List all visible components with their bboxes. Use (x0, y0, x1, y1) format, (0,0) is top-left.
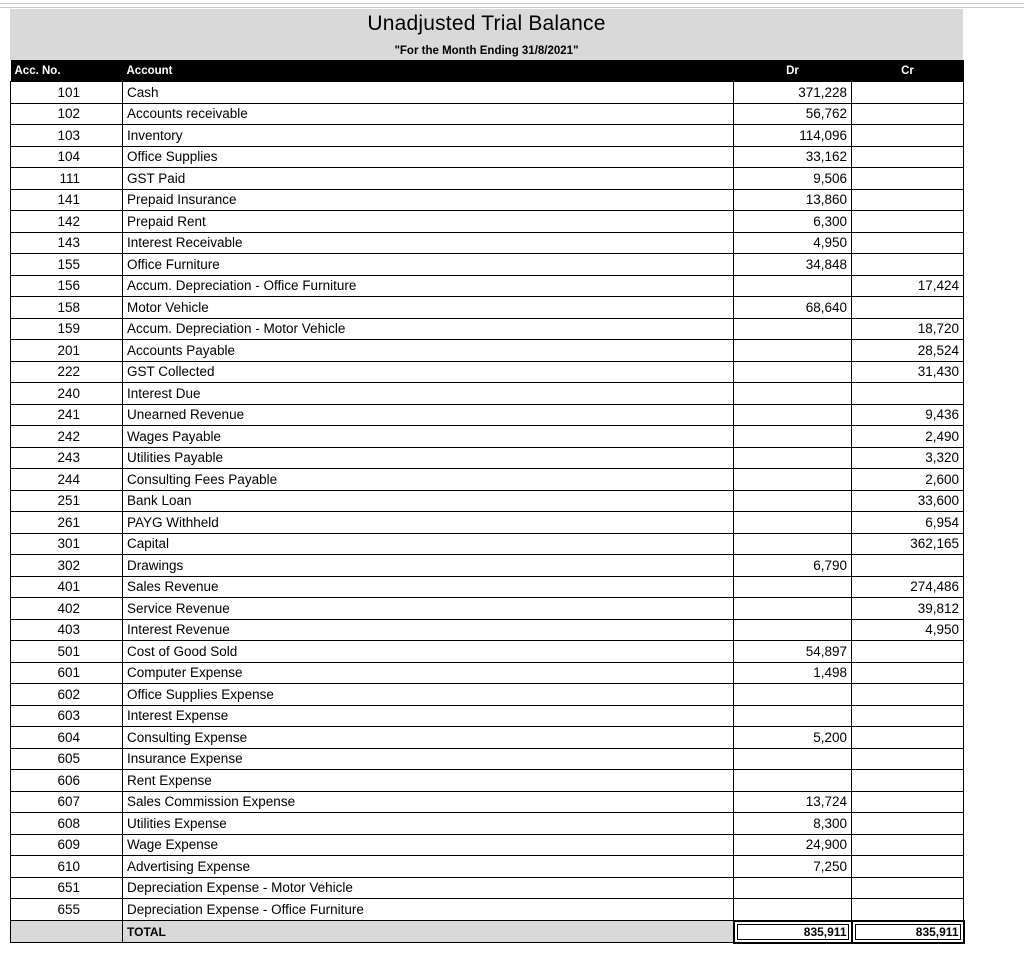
credit-cell (852, 383, 964, 405)
table-row (11, 834, 964, 856)
account-number-cell: 608 (11, 813, 123, 835)
account-number-cell: 607 (11, 791, 123, 813)
page-title: Unadjusted Trial Balance (367, 12, 606, 35)
account-number-cell: 201 (11, 340, 123, 362)
table-row (11, 813, 964, 835)
table-row (11, 770, 964, 792)
account-name-cell: Prepaid Insurance (123, 189, 734, 211)
table-row (11, 899, 964, 921)
credit-cell: 39,812 (852, 598, 964, 620)
debit-cell (734, 619, 852, 641)
account-name-cell: Office Supplies Expense (123, 684, 734, 706)
total-label: TOTAL (123, 921, 734, 943)
debit-cell: 1,498 (734, 662, 852, 684)
account-number-cell: 103 (11, 125, 123, 147)
table-row (11, 791, 964, 813)
debit-cell (734, 318, 852, 340)
table-row (11, 297, 964, 319)
table-row (11, 125, 964, 147)
page-subtitle: "For the Month Ending 31/8/2021" (394, 45, 579, 57)
account-number-cell: 401 (11, 576, 123, 598)
account-name-cell: PAYG Withheld (123, 512, 734, 534)
account-number-cell: 111 (11, 168, 123, 190)
account-number-cell: 610 (11, 856, 123, 878)
debit-cell (734, 705, 852, 727)
account-number-cell: 603 (11, 705, 123, 727)
debit-cell (734, 275, 852, 297)
credit-cell (852, 189, 964, 211)
total-dr: 835,911 (734, 921, 852, 943)
credit-cell (852, 103, 964, 125)
debit-cell: 24,900 (734, 834, 852, 856)
credit-cell (852, 641, 964, 663)
account-number-cell: 601 (11, 662, 123, 684)
account-name-cell: Rent Expense (123, 770, 734, 792)
account-name-cell: Depreciation Expense - Office Furniture (123, 899, 734, 921)
credit-cell: 31,430 (852, 361, 964, 383)
debit-cell: 371,228 (734, 82, 852, 104)
table-row (11, 275, 964, 297)
account-number-cell: 156 (11, 275, 123, 297)
table-row (11, 598, 964, 620)
sheet-header (10, 9, 963, 60)
debit-cell: 9,506 (734, 168, 852, 190)
credit-cell (852, 125, 964, 147)
account-name-cell: Advertising Expense (123, 856, 734, 878)
total-row (11, 921, 964, 943)
account-number-cell: 158 (11, 297, 123, 319)
account-name-cell: Office Supplies (123, 146, 734, 168)
credit-cell (852, 168, 964, 190)
account-number-cell: 402 (11, 598, 123, 620)
column-header-dr: Dr (734, 60, 852, 82)
account-number-cell: 141 (11, 189, 123, 211)
debit-cell (734, 383, 852, 405)
account-number-cell: 609 (11, 834, 123, 856)
debit-cell (734, 447, 852, 469)
table-row (11, 82, 964, 104)
table-row (11, 232, 964, 254)
table-row (11, 340, 964, 362)
debit-cell (734, 469, 852, 491)
account-name-cell: Accounts receivable (123, 103, 734, 125)
credit-cell (852, 211, 964, 233)
debit-cell (734, 490, 852, 512)
credit-cell (852, 297, 964, 319)
account-number-cell: 243 (11, 447, 123, 469)
table-row (11, 189, 964, 211)
debit-cell (734, 361, 852, 383)
account-name-cell: Prepaid Rent (123, 211, 734, 233)
table-row (11, 426, 964, 448)
credit-cell (852, 146, 964, 168)
account-name-cell: Utilities Expense (123, 813, 734, 835)
column-header-cr: Cr (852, 60, 964, 82)
account-number-cell: 403 (11, 619, 123, 641)
credit-cell (852, 899, 964, 921)
table-row (11, 383, 964, 405)
account-number-cell: 602 (11, 684, 123, 706)
account-name-cell: Wage Expense (123, 834, 734, 856)
account-number-cell: 301 (11, 533, 123, 555)
trial-balance-table (10, 60, 965, 944)
account-number-cell: 155 (11, 254, 123, 276)
account-number-cell: 651 (11, 877, 123, 899)
column-header-acc-no: Acc. No. (11, 60, 123, 82)
account-number-cell: 143 (11, 232, 123, 254)
debit-cell: 5,200 (734, 727, 852, 749)
account-number-cell: 604 (11, 727, 123, 749)
account-name-cell: Interest Due (123, 383, 734, 405)
debit-cell: 33,162 (734, 146, 852, 168)
account-number-cell: 159 (11, 318, 123, 340)
table-row (11, 490, 964, 512)
account-name-cell: Interest Revenue (123, 619, 734, 641)
debit-cell (734, 576, 852, 598)
account-name-cell: Accounts Payable (123, 340, 734, 362)
credit-cell (852, 684, 964, 706)
credit-cell: 17,424 (852, 275, 964, 297)
credit-cell (852, 705, 964, 727)
account-name-cell: Sales Revenue (123, 576, 734, 598)
account-name-cell: Cost of Good Sold (123, 641, 734, 663)
window-top-border (0, 3, 1024, 8)
debit-cell (734, 404, 852, 426)
credit-cell (852, 232, 964, 254)
debit-cell: 54,897 (734, 641, 852, 663)
table-row (11, 361, 964, 383)
credit-cell: 6,954 (852, 512, 964, 534)
table-row (11, 211, 964, 233)
credit-cell (852, 856, 964, 878)
debit-cell: 114,096 (734, 125, 852, 147)
table-row (11, 662, 964, 684)
table-row (11, 469, 964, 491)
debit-cell (734, 899, 852, 921)
debit-cell (734, 748, 852, 770)
credit-cell: 28,524 (852, 340, 964, 362)
account-number-cell: 251 (11, 490, 123, 512)
credit-cell (852, 834, 964, 856)
debit-cell (734, 340, 852, 362)
credit-cell (852, 254, 964, 276)
credit-cell: 274,486 (852, 576, 964, 598)
account-number-cell: 102 (11, 103, 123, 125)
account-name-cell: Unearned Revenue (123, 404, 734, 426)
account-number-cell: 606 (11, 770, 123, 792)
trial-balance-sheet (10, 9, 963, 944)
total-cr: 835,911 (852, 921, 964, 943)
credit-cell: 2,490 (852, 426, 964, 448)
credit-cell (852, 877, 964, 899)
account-name-cell: Insurance Expense (123, 748, 734, 770)
debit-cell: 34,848 (734, 254, 852, 276)
account-name-cell: Depreciation Expense - Motor Vehicle (123, 877, 734, 899)
table-row (11, 447, 964, 469)
account-name-cell: Wages Payable (123, 426, 734, 448)
account-name-cell: GST Paid (123, 168, 734, 190)
table-row (11, 684, 964, 706)
credit-cell: 18,720 (852, 318, 964, 340)
account-name-cell: GST Collected (123, 361, 734, 383)
credit-cell: 9,436 (852, 404, 964, 426)
table-row (11, 576, 964, 598)
account-name-cell: Accum. Depreciation - Office Furniture (123, 275, 734, 297)
debit-cell: 68,640 (734, 297, 852, 319)
credit-cell (852, 813, 964, 835)
debit-cell: 13,860 (734, 189, 852, 211)
credit-cell: 2,600 (852, 469, 964, 491)
table-row (11, 103, 964, 125)
account-number-cell: 242 (11, 426, 123, 448)
account-number-cell: 605 (11, 748, 123, 770)
credit-cell (852, 82, 964, 104)
account-number-cell: 142 (11, 211, 123, 233)
debit-cell (734, 877, 852, 899)
account-name-cell: Bank Loan (123, 490, 734, 512)
credit-cell: 3,320 (852, 447, 964, 469)
debit-cell: 6,790 (734, 555, 852, 577)
debit-cell: 7,250 (734, 856, 852, 878)
table-row (11, 318, 964, 340)
account-name-cell: Consulting Fees Payable (123, 469, 734, 491)
account-name-cell: Sales Commission Expense (123, 791, 734, 813)
table-row (11, 641, 964, 663)
table-row (11, 727, 964, 749)
table-row (11, 555, 964, 577)
debit-cell: 8,300 (734, 813, 852, 835)
table-row (11, 512, 964, 534)
account-number-cell: 104 (11, 146, 123, 168)
table-row (11, 856, 964, 878)
debit-cell (734, 426, 852, 448)
table-row (11, 254, 964, 276)
table-row (11, 877, 964, 899)
account-name-cell: Inventory (123, 125, 734, 147)
table-row (11, 619, 964, 641)
credit-cell (852, 748, 964, 770)
table-row (11, 533, 964, 555)
debit-cell (734, 533, 852, 555)
debit-cell (734, 512, 852, 534)
account-name-cell: Service Revenue (123, 598, 734, 620)
account-name-cell: Consulting Expense (123, 727, 734, 749)
credit-cell (852, 662, 964, 684)
credit-cell: 4,950 (852, 619, 964, 641)
table-header-row (11, 60, 964, 82)
account-number-cell: 244 (11, 469, 123, 491)
table-row (11, 168, 964, 190)
account-number-cell: 101 (11, 82, 123, 104)
table-row (11, 146, 964, 168)
account-number-cell: 241 (11, 404, 123, 426)
account-name-cell: Computer Expense (123, 662, 734, 684)
account-number-cell: 655 (11, 899, 123, 921)
account-name-cell: Office Furniture (123, 254, 734, 276)
table-row (11, 705, 964, 727)
account-name-cell: Accum. Depreciation - Motor Vehicle (123, 318, 734, 340)
account-name-cell: Cash (123, 82, 734, 104)
debit-cell: 13,724 (734, 791, 852, 813)
table-row (11, 748, 964, 770)
account-name-cell: Motor Vehicle (123, 297, 734, 319)
credit-cell (852, 555, 964, 577)
account-number-cell: 222 (11, 361, 123, 383)
account-name-cell: Utilities Payable (123, 447, 734, 469)
debit-cell: 6,300 (734, 211, 852, 233)
debit-cell (734, 770, 852, 792)
credit-cell (852, 791, 964, 813)
total-acc-no-cell (11, 921, 123, 943)
debit-cell (734, 684, 852, 706)
account-number-cell: 302 (11, 555, 123, 577)
account-name-cell: Interest Receivable (123, 232, 734, 254)
credit-cell (852, 727, 964, 749)
table-row (11, 404, 964, 426)
account-name-cell: Drawings (123, 555, 734, 577)
credit-cell: 33,600 (852, 490, 964, 512)
account-number-cell: 261 (11, 512, 123, 534)
credit-cell: 362,165 (852, 533, 964, 555)
column-header-account: Account (123, 60, 734, 82)
account-number-cell: 240 (11, 383, 123, 405)
account-number-cell: 501 (11, 641, 123, 663)
account-name-cell: Capital (123, 533, 734, 555)
debit-cell (734, 598, 852, 620)
account-name-cell: Interest Expense (123, 705, 734, 727)
credit-cell (852, 770, 964, 792)
debit-cell: 4,950 (734, 232, 852, 254)
debit-cell: 56,762 (734, 103, 852, 125)
